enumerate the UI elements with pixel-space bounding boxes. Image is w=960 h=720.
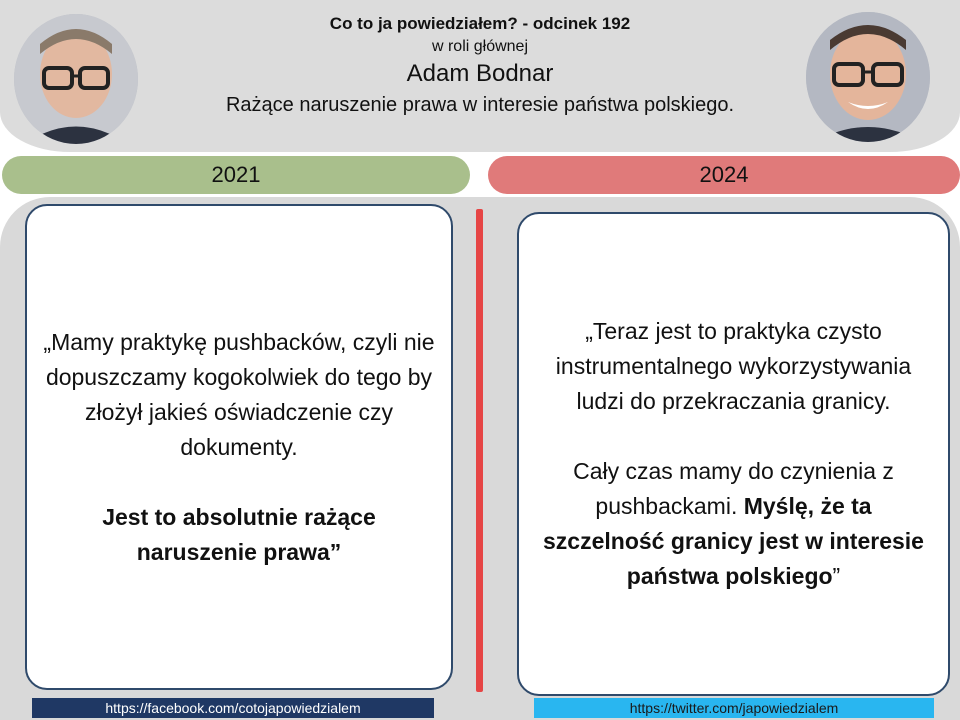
year-label-left: 2021 [2,156,470,194]
avatar-right-photo [806,12,930,142]
quote-right-bold: Myślę, że ta szczelność granicy jest w interesie państwa polskiego [543,493,924,589]
header-titles [170,12,790,120]
role-label: w roli głównej [431,38,529,55]
quote-card-right [517,212,950,696]
quote-left-text: „Mamy praktykę pushbacków, czyli nie dopuszczamy kogokolwiek do tego by złożył jakieś oświadczenie czy dokumenty. [43,328,435,460]
quote-right-continuation [533,454,934,594]
year-label-right: 2024 [488,156,960,194]
person-name: Adam Bodnar [406,60,554,87]
avatar-left-photo [14,14,138,144]
twitter-link[interactable]: https://twitter.com/japowiedzialem [534,698,934,718]
quote-right-text: „Teraz jest to praktyka czysto instrumentalnego wykorzystywania ludzi do przekraczania granicy. [555,318,912,414]
quote-left-bold: Jest to absolutnie rażące naruszenie prawa” [102,503,376,565]
facebook-link[interactable]: https://facebook.com/cotojapowiedzialem [32,698,434,718]
episode-subtitle: Rażące naruszenie prawa w interesie państwa polskiego. [225,94,735,116]
center-divider [476,209,483,692]
quote-card-left [25,204,453,690]
quote-right-close-mark: ” [832,563,841,589]
quote-right-text2: Cały czas mamy do czynienia z pushbackami. [573,458,894,519]
series-title: Co to ja powiedziałem? - odcinek 192 [329,14,631,33]
